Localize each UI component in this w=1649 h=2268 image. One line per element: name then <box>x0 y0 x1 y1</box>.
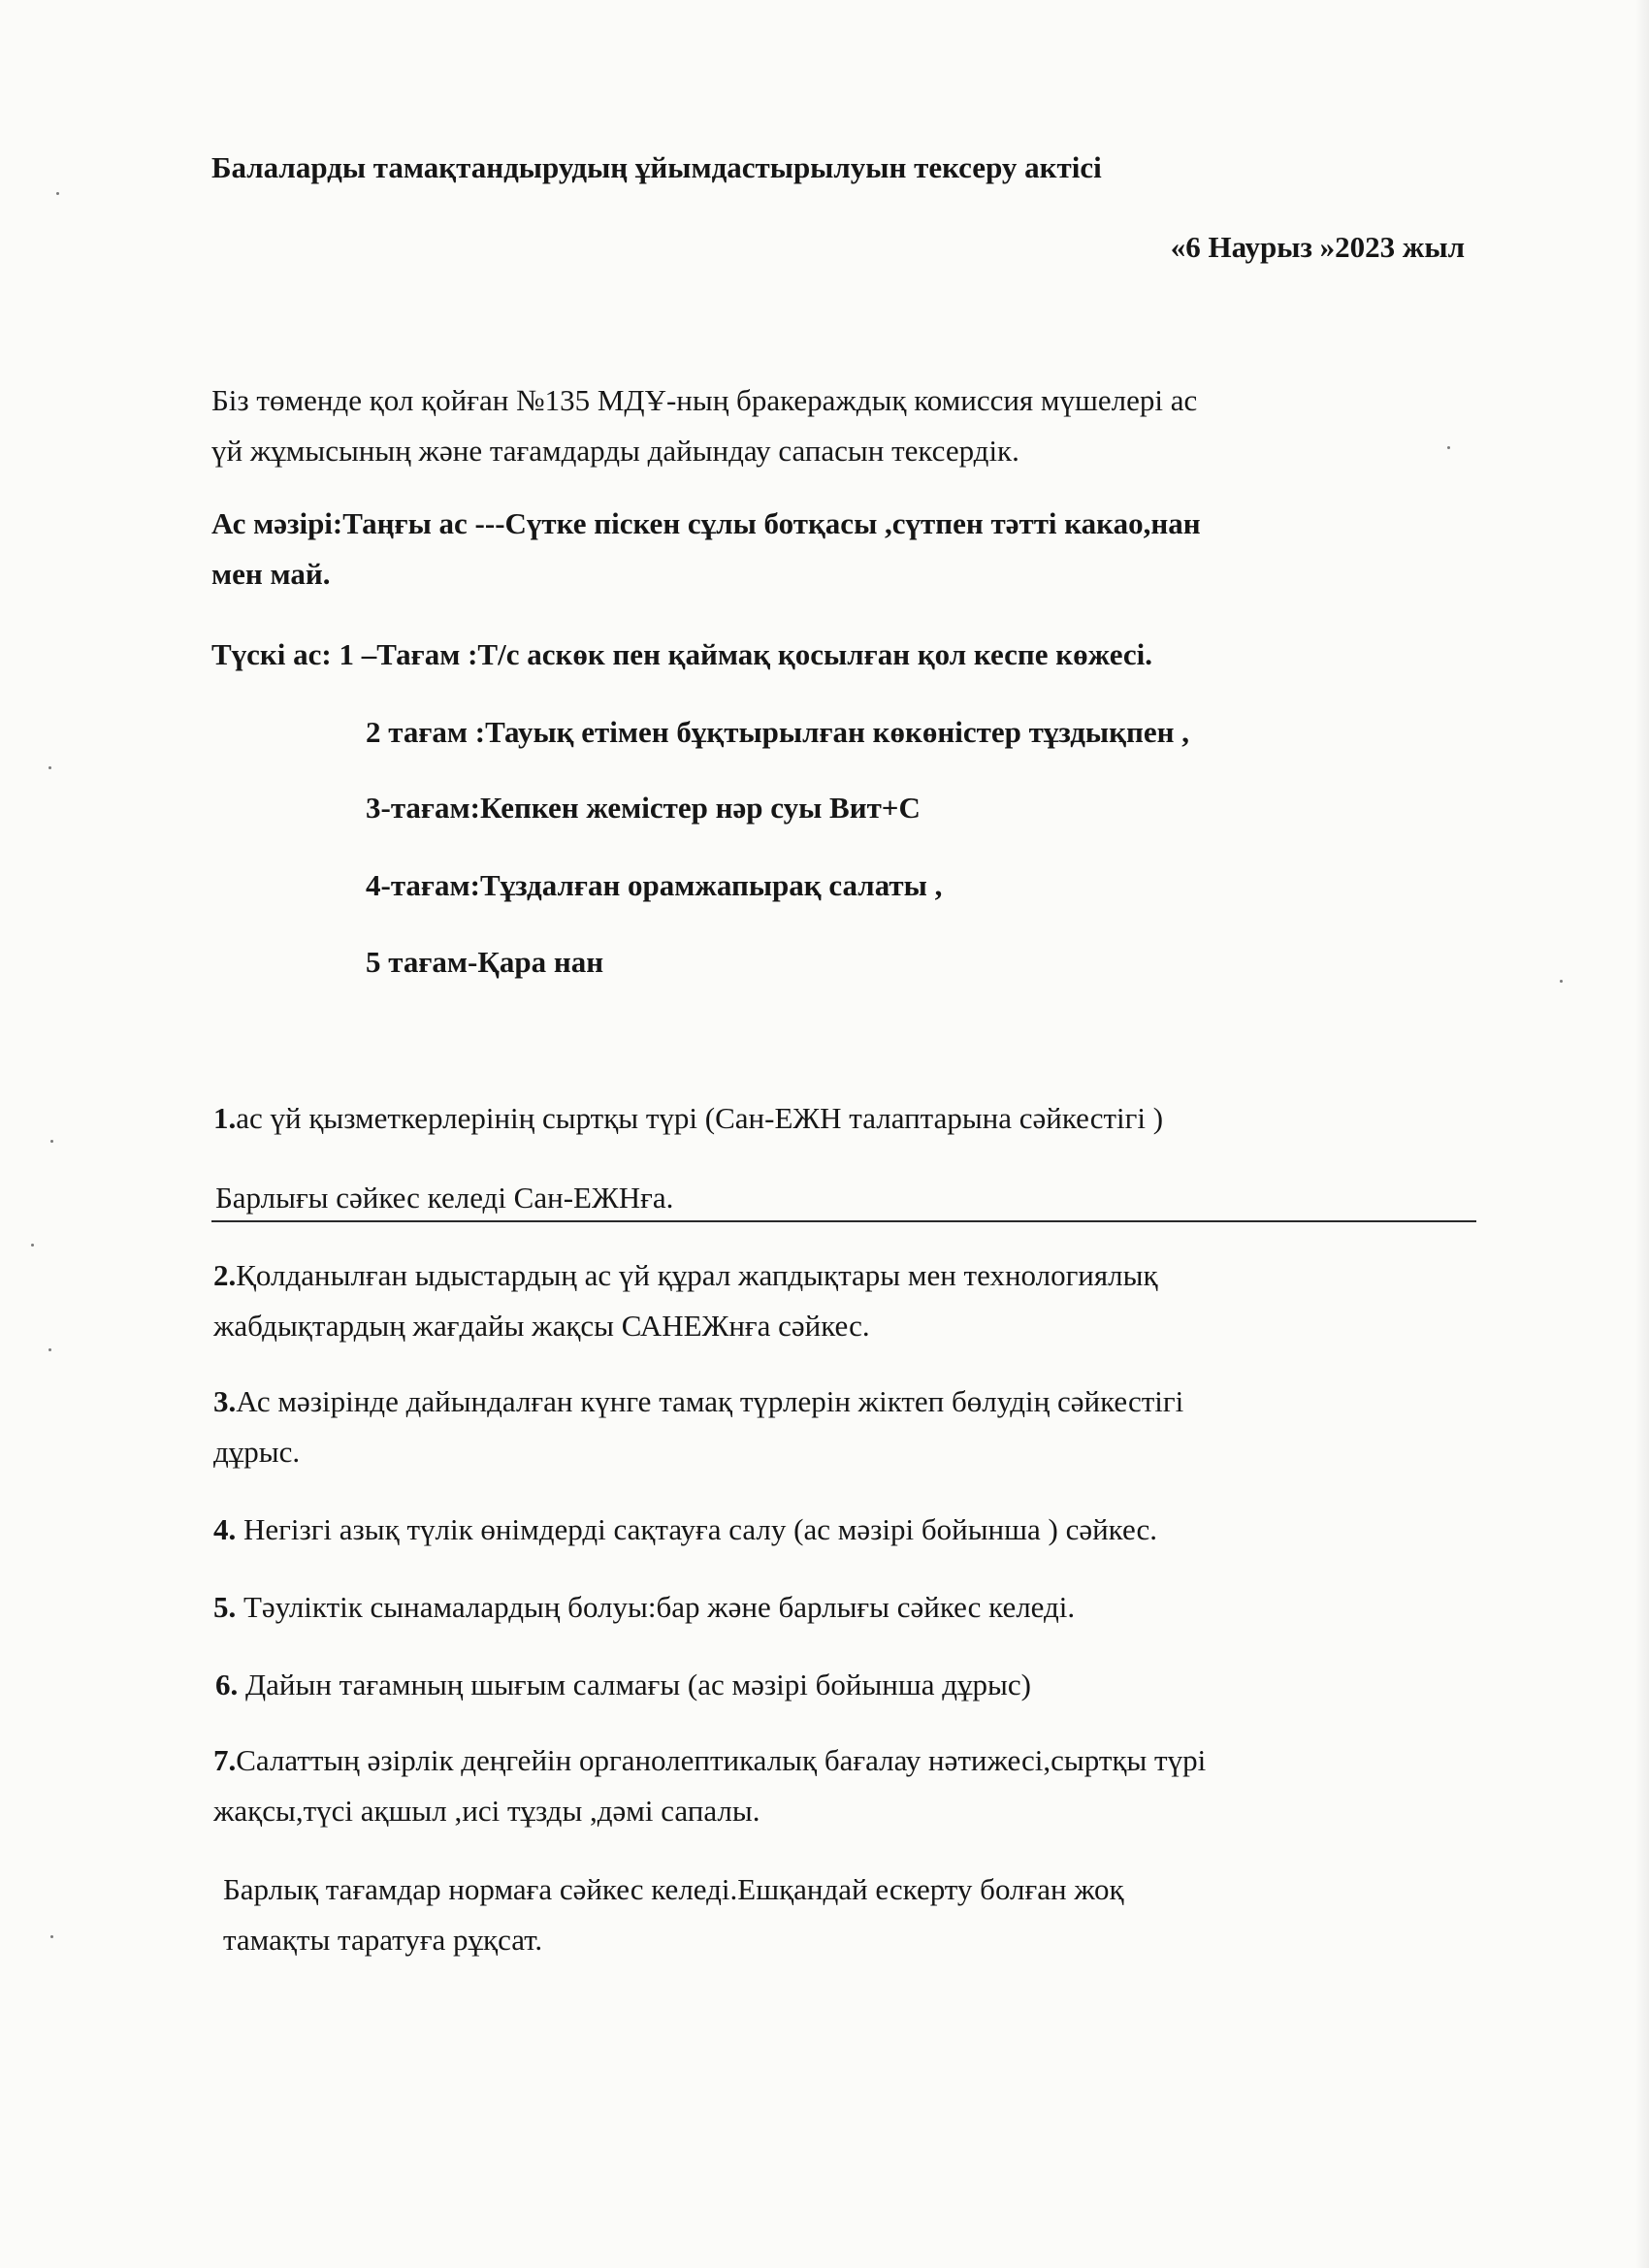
conclusion-line: Барлық тағамдар нормаға сәйкес келеді.Ешқандай ескерту болған жоқ <box>223 1872 1124 1906</box>
conclusion-line: тамақты таратуға рұқсат. <box>223 1923 543 1957</box>
check-item-2 <box>213 1251 1158 1352</box>
item-text: Қолданылған ыдыстардың ас үй құрал жапдықтары мен технологиялық <box>236 1258 1158 1292</box>
scan-speck <box>56 192 59 195</box>
item-text: жабдықтардың жағдайы жақсы САНЕЖнға сәйкес. <box>213 1309 870 1343</box>
menu-line: Ас мәзірі:Таңғы ас ---Сүтке піскен сұлы ботқасы ,сүтпен тәтті какао,нан <box>211 506 1201 540</box>
item-text: дұрыс. <box>213 1435 301 1469</box>
lunch-dish-2: 2 тағам :Тауық етімен бұқтырылған көкөністер тұздықпен , <box>366 715 1189 749</box>
lunch-dish-3: 3-тағам:Кепкен жемістер нәр суы Вит+С <box>366 791 921 825</box>
lunch-dish-5: 5 тағам-Қара нан <box>366 945 604 979</box>
breakfast-menu <box>211 500 1201 600</box>
item-text: Дайын тағамның шығым салмағы (ас мәзірі бойынша дұрыс) <box>238 1668 1031 1701</box>
item-number: 2. <box>213 1258 237 1292</box>
intro-line: үй жұмысының және тағамдарды дайындау сапасын тексердік. <box>211 434 1019 468</box>
conclusion <box>223 1865 1124 1966</box>
scan-speck <box>1447 446 1450 449</box>
check-item-3 <box>213 1377 1183 1478</box>
item-text: Негізгі азық түлік өнімдерді сақтауға салу (ас мәзірі бойынша ) сәйкес. <box>236 1512 1158 1546</box>
scan-speck <box>48 1348 51 1351</box>
intro-line: Біз төменде қол қойған №135 МДҰ-ның бракераждық комиссия мүшелері ас <box>211 383 1198 417</box>
scan-speck <box>48 766 51 769</box>
check-item-1 <box>213 1094 1163 1143</box>
intro-paragraph <box>211 376 1197 477</box>
scan-speck <box>50 1935 53 1938</box>
item-text: Тәуліктік сынамалардың болуы:бар және барлығы сәйкес келеді. <box>236 1590 1076 1624</box>
scan-speck <box>50 1140 53 1143</box>
item-number: 4. <box>213 1512 237 1546</box>
check-item-7 <box>213 1736 1206 1837</box>
item-number: 1. <box>213 1101 237 1135</box>
check-item-6 <box>215 1661 1031 1709</box>
item-number: 6. <box>215 1668 239 1701</box>
check-item-5 <box>213 1583 1075 1632</box>
scan-speck <box>31 1244 34 1247</box>
check-item-4 <box>213 1506 1157 1554</box>
item-number: 7. <box>213 1743 237 1777</box>
check-item-1-answer: Барлығы сәйкес келеді Сан-ЕЖНға. <box>215 1181 674 1215</box>
document-date: «6 Наурыз »2023 жыл <box>1170 230 1465 264</box>
item-text: Ас мәзірінде дайындалған күнге тамақ түрлерін жіктеп бөлудің сәйкестігі <box>236 1384 1184 1418</box>
page-title: Балаларды тамақтандырудың ұйымдастырылуын тексеру актісі <box>211 150 1102 184</box>
scan-speck <box>1560 980 1563 983</box>
item-number: 3. <box>213 1384 237 1418</box>
item-text: Салаттың әзірлік деңгейін органолептикалық бағалау нәтижесі,сыртқы түрі <box>236 1743 1207 1777</box>
lunch-dish-1: Түскі ас: 1 –Тағам :Т/с аскөк пен қаймақ қосылған қол кеспе көжесі. <box>211 637 1152 671</box>
item-text: жақсы,түсі ақшыл ,исі тұзды ,дәмі сапалы. <box>213 1794 760 1828</box>
menu-line: мен май. <box>211 557 331 591</box>
item-number: 5. <box>213 1590 237 1624</box>
lunch-dish-4: 4-тағам:Тұздалған орамжапырақ салаты , <box>366 868 943 902</box>
divider-line <box>211 1220 1476 1222</box>
item-text: ас үй қызметкерлерінің сыртқы түрі (Сан-ЕЖН талаптарына сәйкестігі ) <box>236 1101 1164 1135</box>
scan-edge-shadow <box>1635 0 1649 2268</box>
